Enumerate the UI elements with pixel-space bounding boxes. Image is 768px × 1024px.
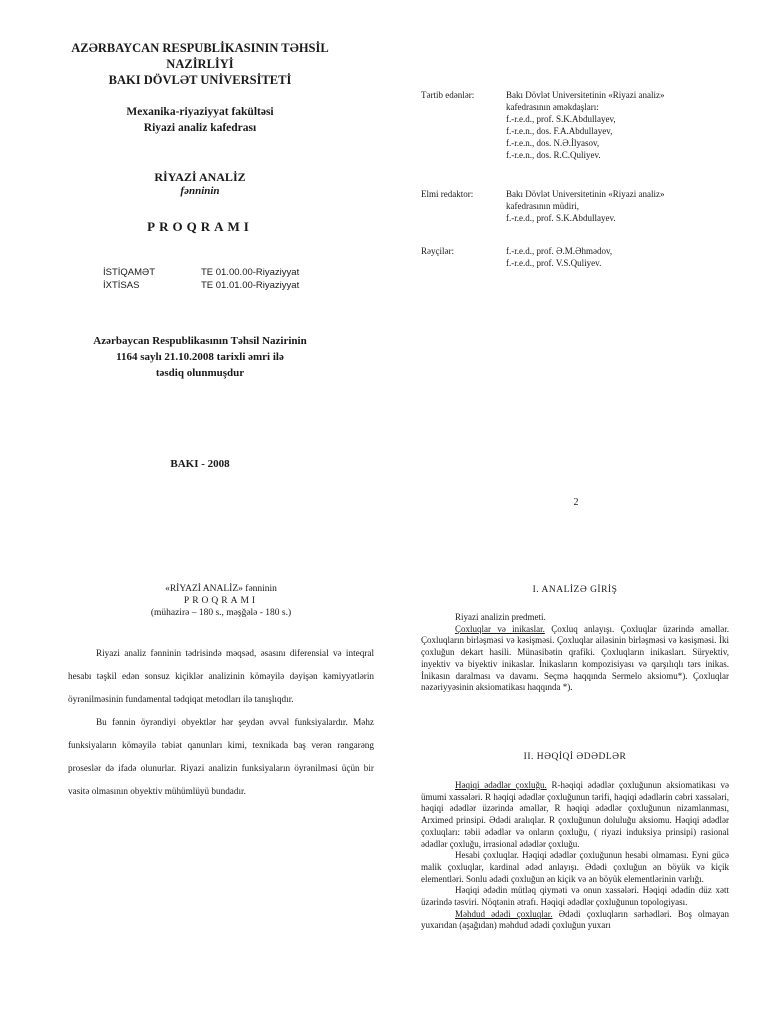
reviewers-label: Rəyçilər: — [421, 246, 454, 256]
intro-body — [68, 642, 374, 803]
university-name: BAKI DÖVLƏT UNİVERSİTETİ — [108, 73, 292, 87]
city-year: BAKI - 2008 — [170, 458, 230, 470]
section-1-body — [421, 612, 729, 694]
editor-line: f.-r.e.d., prof. S.K.Abdullayev. — [506, 213, 616, 223]
spec-key: İSTİQAMƏT — [103, 267, 156, 278]
editor-line: kafedrasının müdiri, — [506, 201, 579, 211]
intro-heading-line-3: (mühazirə – 180 s., məşğələ - 180 s.) — [150, 608, 292, 618]
section-1-title: I. ANALİZƏ GİRİŞ — [532, 585, 618, 595]
editor-line: Bakı Dövlət Universitetinin «Riyazi analiz» — [506, 189, 665, 199]
ministry-line-1: AZƏRBAYCAN RESPUBLİKASININ TƏHSİL — [71, 41, 329, 55]
faculty-name: Mexanika-riyaziyyat fakültəsi — [126, 106, 274, 118]
decree-line-1: Azərbaycan Respublikasının Təhsil Nazirinin — [93, 335, 307, 347]
editor-block — [421, 188, 729, 224]
compiler-line: f.-r.e.n., dos. R.C.Quliyev. — [506, 150, 601, 160]
page-number: 2 — [573, 497, 579, 508]
spec-value: TE 01.00.00-Riyaziyyat — [201, 267, 300, 278]
section-paragraph: Riyazi analizin predmeti. — [455, 612, 546, 622]
section-2-body — [421, 780, 729, 932]
topic-heading: Həqiqi ədədlər çoxluğu. — [455, 780, 547, 790]
reviewer-line: f.-r.e.d., prof. Ə.M.Əhmədov, — [506, 246, 613, 256]
topic-text: R-həqiqi ədədlər çoxluğunun aksiomatikası və ümumi xassələri. R həqiqi ədədlər çoxluğunun tərifi, həqiqi ədədlərin cəbri xassələri, həqiqi ədədlər üzərində əməllər, R həqiqi ədədlər çoxluğunun nizamlanması, Arximed prinsipi. Ədədi aralıqlar. R çoxluğunun doluluğu aksiomu. Həqiqi ədədlər çoxluqları: təbii ədədlər və onların çoxluğu, ( riyazi induksiya prinsipi) rasional ədədlər çoxluğu, irrasional ədədlər çoxluğu. — [421, 780, 729, 849]
intro-heading — [68, 583, 374, 619]
intro-heading-line-1: «RİYAZİ ANALİZ» fənninin — [165, 584, 277, 594]
intro-heading-line-2: PROQRAMI — [183, 596, 259, 606]
compiler-line: kafedrasının əməkdaşları: — [506, 102, 599, 112]
topic-heading: Məhdud ədədi çoxluqlar. — [455, 908, 553, 919]
reviewers-block — [421, 245, 729, 269]
section-paragraph: Hesabi çoxluqlar. Həqiqi ədədlər çoxluğunun hesabi olmaması. Eyni gücə malik çoxluqlar, kardinal ədəd anlayışı. Ədədi çoxluğun ən böyük və kiçik elementləri. Sonlu ədədi çoxluğun ən kiçik və ən böyük elementlərinin varlığı. — [421, 850, 729, 884]
program-title: PROQRAMI — [147, 219, 253, 234]
compilers-label: Tərtib edənlər: — [421, 90, 475, 100]
spec-row — [103, 266, 353, 279]
editor-label: Elmi redaktor: — [421, 189, 474, 199]
spec-row — [103, 279, 353, 292]
reviewer-line: f.-r.e.d., prof. V.S.Quliyev. — [506, 258, 602, 268]
compiler-line: f.-r.e.n., dos. F.A.Abdullayev, — [506, 126, 613, 136]
decree-line-3: təsdiq olunmuşdur — [155, 367, 245, 379]
decree-line-2: 1164 saylı 21.10.2008 tarixli əmri ilə — [116, 351, 284, 363]
section-paragraph — [421, 624, 729, 694]
section-paragraph: Həqiqi ədədin mütləq qiyməti və onun xassələri. Həqiqi ədədin düz xətt üzərində təsviri. Nöqtənin ətrafı. Həqiqi ədədlər çoxluğunun topologiyası. — [421, 885, 729, 908]
intro-paragraph: Riyazi analiz fənninin tədrisində məqsəd, əsasını diferensial və inteqral hesabı təşkil edən sonsuz kiçiklər analizinin köməyilə dəyişən kəmiyyətlərin öyrənilməsinin fundamental tədqiqat metodları ilə tanışlıqdır. — [68, 648, 374, 704]
topic-text: Ədədi çoxluqların sərhədləri. Boş olmayan yuxarıdan (aşağıdan) məhdud ədədi çoxluğun yuxarı — [421, 908, 729, 931]
intro-paragraph: Bu fənnin öyrəndiyi obyektlər hər şeydən əvvəl funksiyalardır. Məhz funksiyaların köməyilə təbiət qanunları kimi, texnikada baş verən rəngarəng proseslər də ifadə olunurlar. Riyazi analizin funksiyaların öyrənilməsi üçün bir vasitə olmasının obyektiv mühümlüyü bundadır. — [68, 717, 374, 796]
topic-heading: Çoxluqlar və inikaslar. — [455, 623, 545, 634]
ministry-line-2: NAZİRLİYİ — [166, 57, 234, 71]
topic-text: Çoxluq anlayışı. Çoxluqlar üzərində əməllər. Çoxluqların birləşməsi və kəsişməsi. Çoxluqlar ailəsinin birləşməsi və kəsişməsi. İki çoxluğun dekart hasili. Münasibətin qrafiki. Çoxluqların inikasları. Süryektiv, inyektiv və biyektiv inikaslar. İnikasların kompozisiyası və qarşılıqlı tərs inikas. İnikasın daralması və davamı. Seçmə haqqında Sermelo aksiomu*). Çoxluqlar nəzəriyyəsinin aksiomatikası haqqında *). — [421, 623, 729, 693]
compilers-block — [421, 89, 729, 161]
specification-table — [103, 266, 353, 292]
section-paragraph — [421, 780, 729, 850]
spec-value: TE 01.01.00-Riyaziyyat — [201, 280, 300, 291]
section-paragraph — [421, 909, 729, 932]
compiler-line: f.-r.e.n., dos. N.Ə.İlyasov, — [506, 138, 600, 148]
department-name: Riyazi analiz kafedrası — [143, 122, 257, 134]
cover-page — [40, 40, 360, 88]
compiler-line: Bakı Dövlət Universitetinin «Riyazi analiz» — [506, 90, 665, 100]
subject-subtitle: fənninin — [180, 185, 220, 197]
compiler-line: f.-r.e.d., prof. S.K.Abdullayev, — [506, 114, 616, 124]
section-2-title: II. HƏQİQİ ƏDƏDLƏR — [523, 752, 627, 762]
spec-key: İXTİSAS — [103, 280, 140, 291]
subject-title: RİYAZİ ANALİZ — [154, 170, 246, 184]
